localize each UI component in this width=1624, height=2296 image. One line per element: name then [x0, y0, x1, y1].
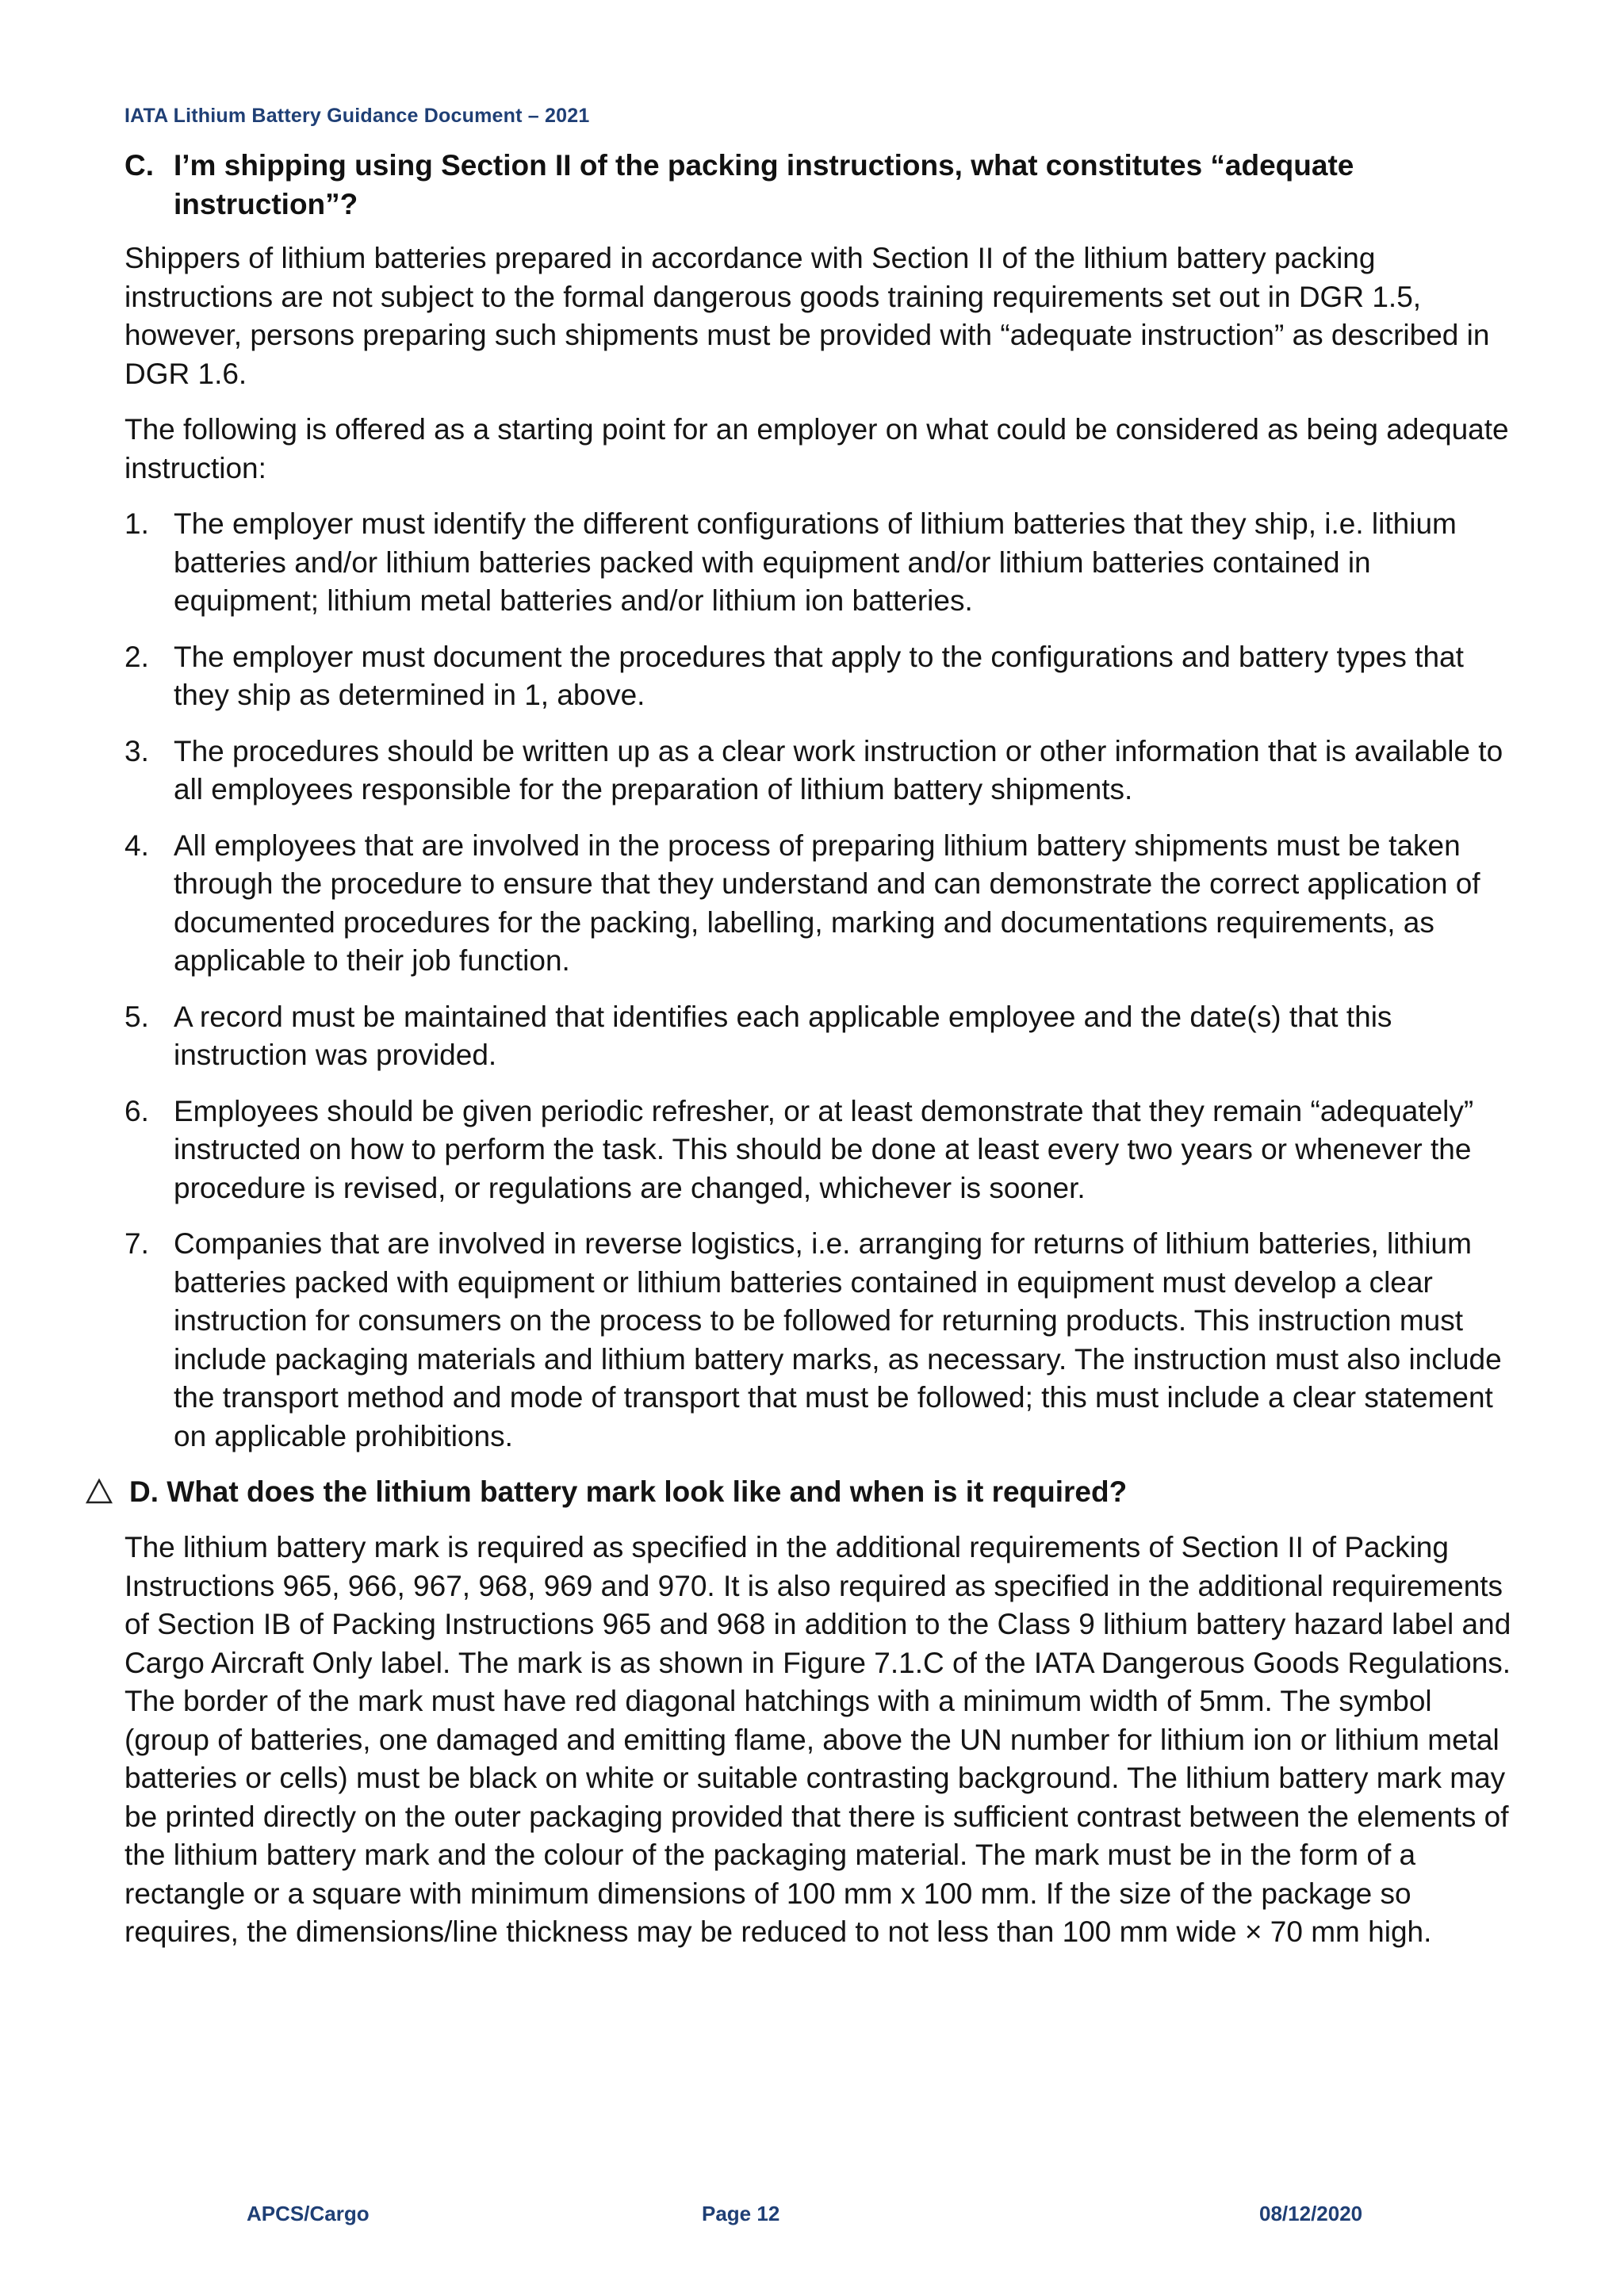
list-item-text: The procedures should be written up as a clear work instruction or other information that is available to all employees responsible for the preparation of lithium battery shipments.	[174, 734, 1503, 806]
list-item-text: Employees should be given periodic refresher, or at least demonstrate that they remain “adequately” instructed on how to perform the task. This should be done at least every two years or whenever the procedure is revised, or regulations are changed, whichever is sooner.	[174, 1094, 1474, 1204]
section-c-letter: C.	[124, 149, 154, 182]
footer-page-number: Page 12	[702, 2202, 780, 2225]
list-item-number: 4.	[124, 828, 149, 862]
list-item-number: 2.	[124, 640, 149, 673]
list-item-number: 6.	[124, 1094, 149, 1127]
footer-department: APCS/Cargo	[247, 2202, 370, 2225]
list-item-number: 1.	[124, 507, 149, 540]
list-item	[124, 998, 1520, 1075]
list-item	[124, 827, 1520, 981]
list-item-text: The employer must document the procedures that apply to the configurations and battery types that they ship as determined in 1, above.	[174, 640, 1464, 711]
list-item-number: 7.	[124, 1227, 149, 1260]
section-c-paragraph-2: The following is offered as a starting point for an employer on what could be considered as being adequate instruction:	[124, 413, 1509, 484]
list-item	[124, 1093, 1520, 1208]
list-item	[124, 733, 1520, 809]
list-item-text: A record must be maintained that identifies each applicable employee and the date(s) that this instruction was provided.	[174, 1000, 1392, 1071]
section-d	[124, 1473, 1520, 1952]
change-marker-triangle-icon	[85, 1478, 113, 1505]
section-c-heading	[124, 146, 1520, 224]
running-header: IATA Lithium Battery Guidance Document – 2021	[124, 105, 590, 127]
page-content	[124, 146, 1520, 1969]
list-item	[124, 505, 1520, 621]
list-item-text: The employer must identify the different configurations of lithium batteries that they ship, i.e. lithium batteries and/or lithium batteries packed with equipment and/or lithium batteries contained in equipment; lithium metal batteries and/or lithium ion batteries.	[174, 507, 1457, 617]
section-d-paragraph: The lithium battery mark is required as specified in the additional requirements of Section II of Packing Instructions 965, 966, 967, 968, 969 and 970. It is also required as specified in the additional requirements of Section IB of Packing Instructions 965 and 968 in addition to the Class 9 lithium battery hazard label and Cargo Aircraft Only label. The mark is as shown in Figure 7.1.C of the IATA Dangerous Goods Regulations. The border of the mark must have red diagonal hatchings with a minimum width of 5mm. The symbol (group of batteries, one damaged and emitting flame, above the UN number for lithium ion or lithium metal batteries or cells) must be black on white or suitable contrasting background. The lithium battery mark may be printed directly on the outer packaging provided that there is sufficient contrast between the elements of the lithium battery mark and the colour of the packaging material. The mark must be in the form of a rectangle or a square with minimum dimensions of 100 mm x 100 mm. If the size of the package so requires, the dimensions/line thickness may be reduced to not less than 100 mm wide × 70 mm high.	[124, 1531, 1511, 1948]
list-item-number: 5.	[124, 1000, 149, 1033]
list-item	[124, 638, 1520, 715]
instruction-list	[124, 505, 1520, 1456]
list-item-text: All employees that are involved in the process of preparing lithium battery shipments must be taken through the procedure to ensure that they understand and can demonstrate the correct application of documented procedures for the packing, labelling, marking and documentations requirements, as applicable to their job function.	[174, 828, 1480, 977]
list-item-text: Companies that are involved in reverse logistics, i.e. arranging for returns of lithium batteries, lithium batteries packed with equipment or lithium batteries contained in equipment must develop a clear instruction for consumers on the process to be followed for returning products. This instruction must include packaging materials and lithium battery marks, as necessary. The instruction must also include the transport method and mode of transport that must be followed; this must include a clear statement on applicable prohibitions.	[174, 1227, 1502, 1452]
list-item	[124, 1225, 1520, 1456]
section-c-heading-text: I’m shipping using Section II of the packing instructions, what constitutes “adequate instruction”?	[174, 149, 1354, 220]
list-item-number: 3.	[124, 734, 149, 767]
footer-date: 08/12/2020	[1259, 2202, 1363, 2225]
section-d-heading: D. What does the lithium battery mark look like and when is it required?	[129, 1475, 1128, 1508]
section-c-paragraph-1: Shippers of lithium batteries prepared in accordance with Section II of the lithium battery packing instructions are not subject to the formal dangerous goods training requirements set out in DGR 1.5, however, persons preparing such shipments must be provided with “adequate instruction” as described in DGR 1.6.	[124, 242, 1490, 390]
